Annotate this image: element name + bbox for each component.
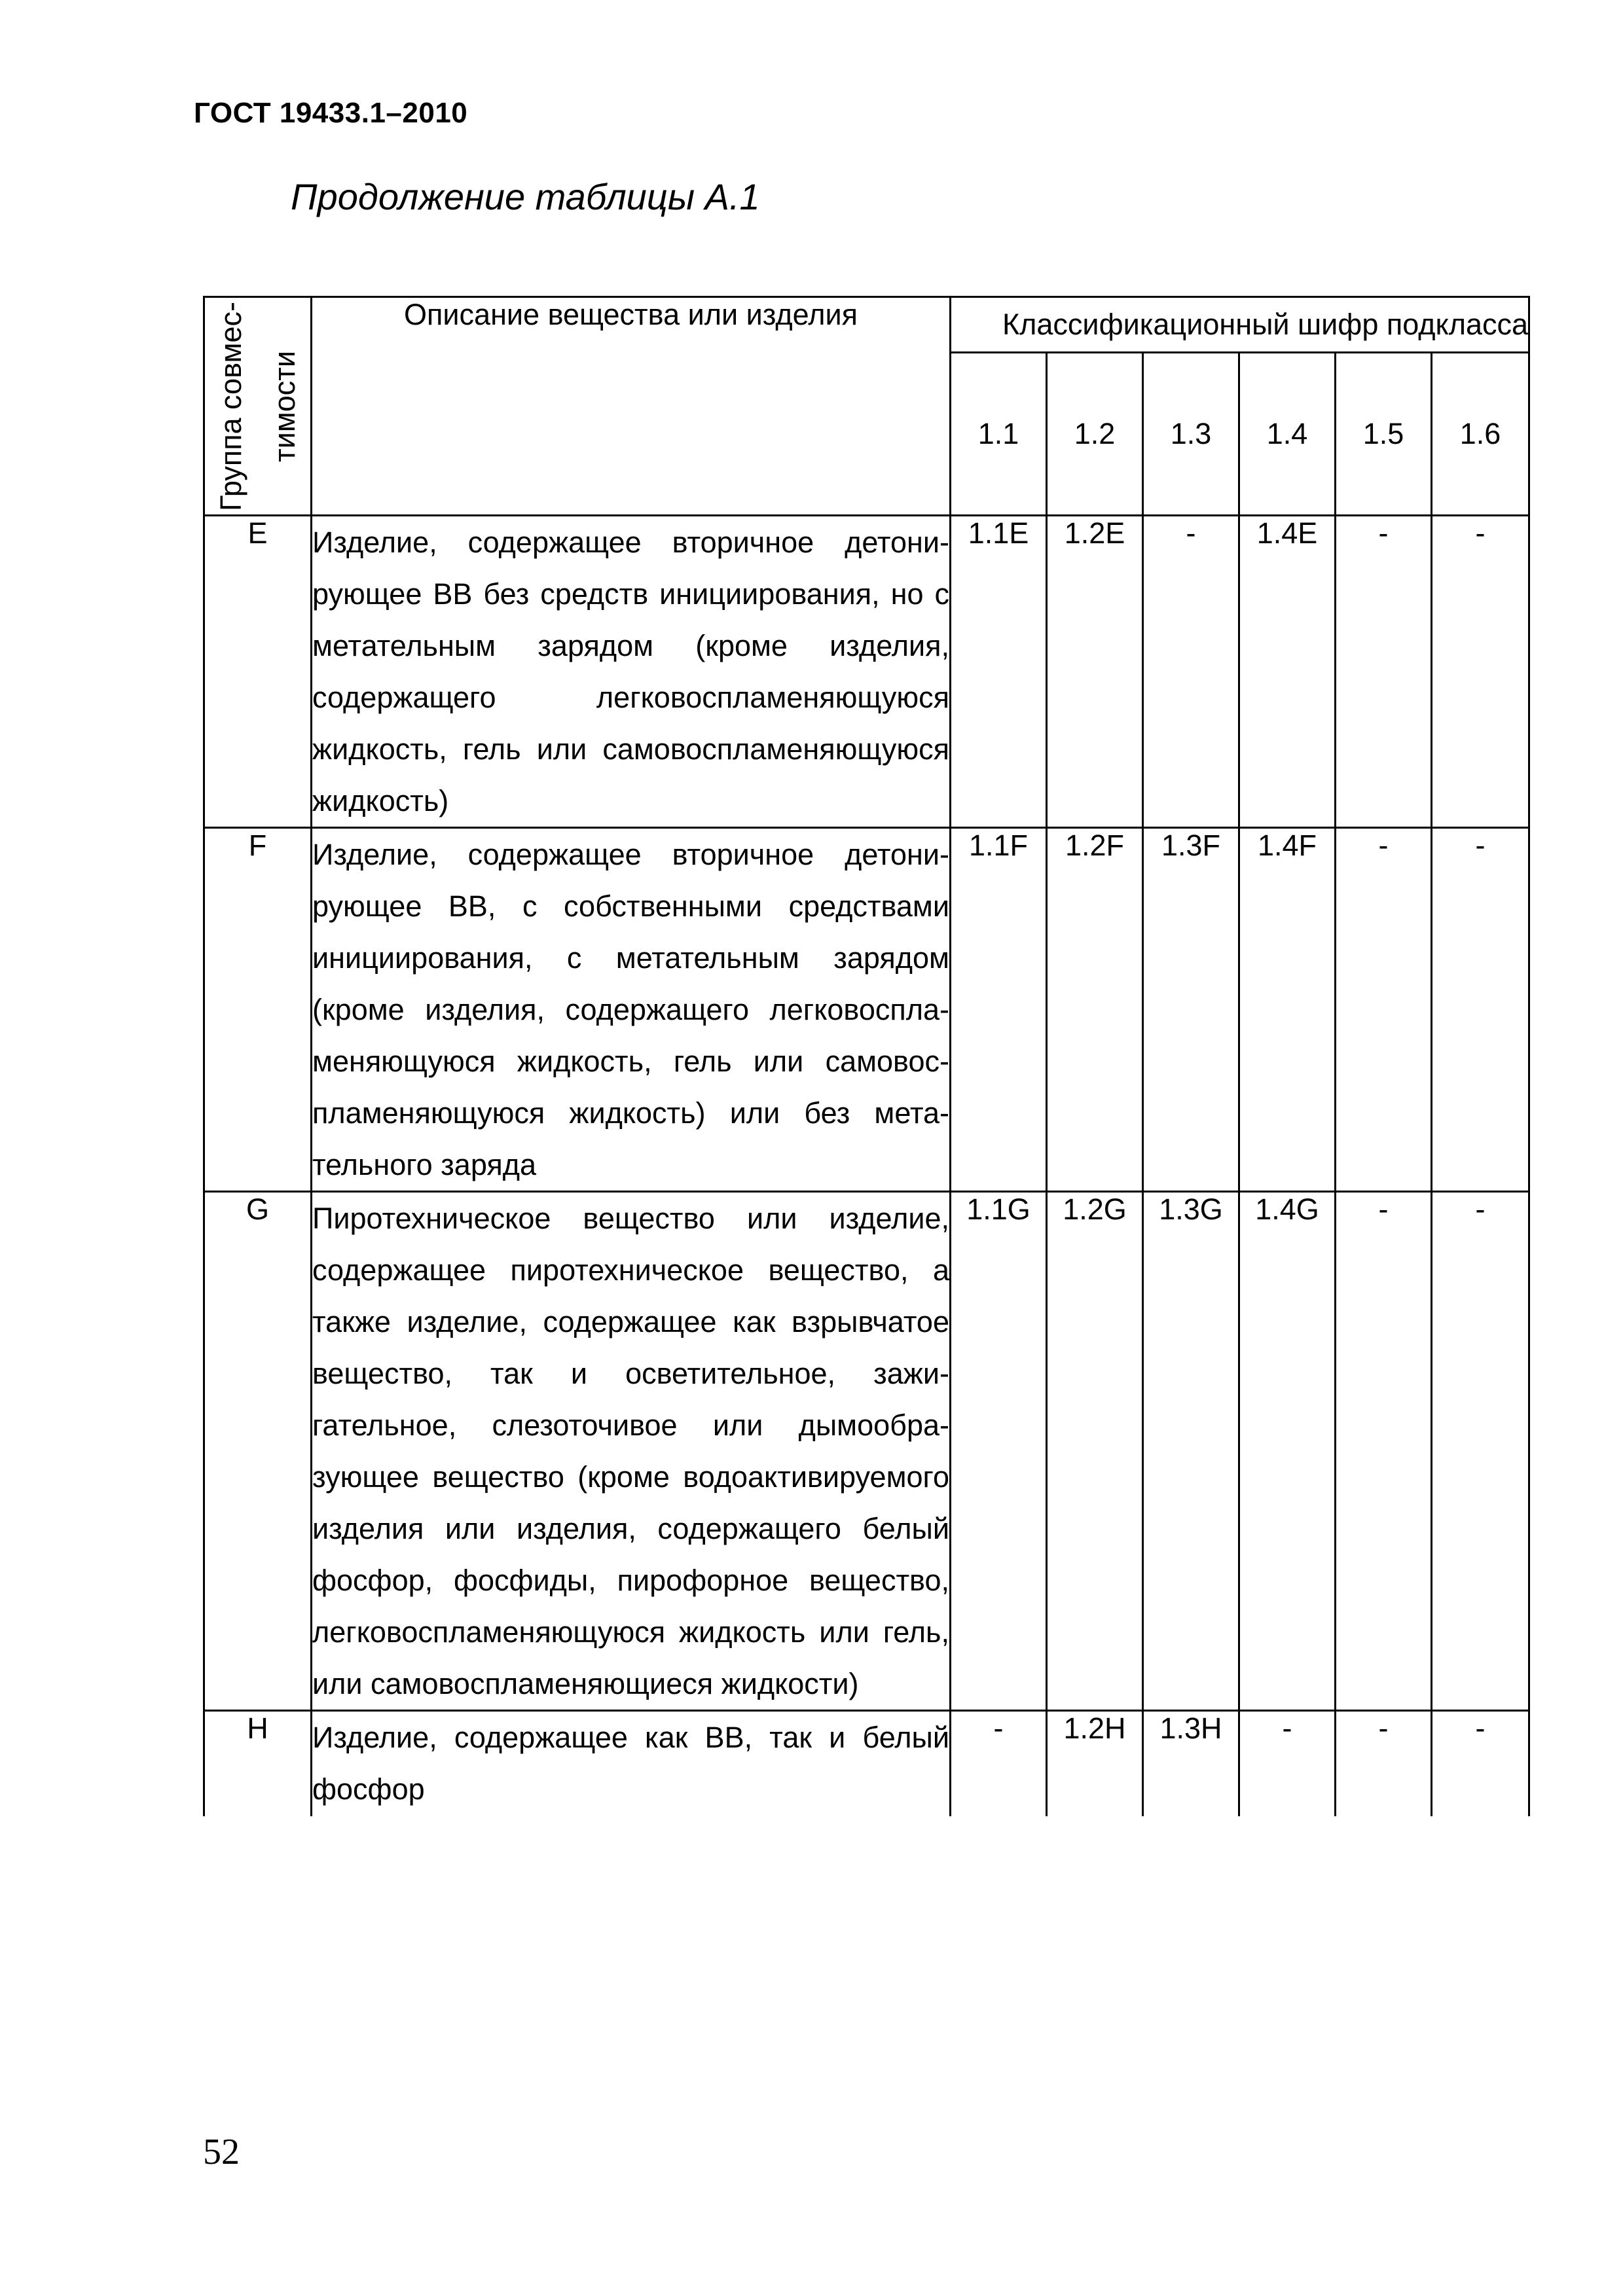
header-subclass: 1.3 (1143, 353, 1239, 516)
code-cell: 1.4E (1239, 516, 1336, 828)
document-standard-header: ГОСТ 19433.1–2010 (194, 97, 468, 129)
code-cell: - (1336, 1192, 1432, 1711)
code-cell: 1.2F (1047, 828, 1143, 1192)
description-cell: Изделие, содержащее вторичное детонирующее ВВ без средств инициирования, но с метательным зарядом (кроме изделия, содержащего легковоспламеняющуюся жидкость, гель или самовоспламеняющуюся жидкость) (312, 516, 951, 828)
code-cell: - (1432, 828, 1529, 1192)
code-cell: - (1336, 516, 1432, 828)
code-cell: 1.2G (1047, 1192, 1143, 1711)
code-cell: 1.4G (1239, 1192, 1336, 1711)
group-cell: E (204, 516, 312, 828)
table-row (204, 828, 1529, 1192)
code-cell: 1.4F (1239, 828, 1336, 1192)
code-cell: 1.2H (1047, 1711, 1143, 1817)
code-cell: - (1432, 1711, 1529, 1817)
header-description: Описание вещества или изделия (312, 297, 951, 516)
code-cell: - (1432, 516, 1529, 828)
code-cell: 1.1G (951, 1192, 1047, 1711)
header-classification-code: Классификационный шифр подкласса (951, 297, 1529, 353)
code-cell: - (1432, 1192, 1529, 1711)
code-cell: 1.2E (1047, 516, 1143, 828)
group-cell: G (204, 1192, 312, 1711)
code-cell: 1.3G (1143, 1192, 1239, 1711)
header-subclass: 1.6 (1432, 353, 1529, 516)
code-cell: 1.1F (951, 828, 1047, 1192)
code-cell: 1.3F (1143, 828, 1239, 1192)
code-cell: - (1336, 828, 1432, 1192)
code-cell: - (951, 1711, 1047, 1817)
page-number: 52 (203, 2132, 240, 2172)
code-cell: 1.1E (951, 516, 1047, 828)
group-cell: H (204, 1711, 312, 1817)
table-row (204, 1711, 1529, 1817)
code-cell: - (1239, 1711, 1336, 1817)
header-subclass: 1.4 (1239, 353, 1336, 516)
table-row (204, 516, 1529, 828)
classification-table (203, 296, 1530, 1816)
code-cell: - (1336, 1711, 1432, 1817)
table-continuation-title: Продолжение таблицы А.1 (291, 176, 760, 217)
code-cell: 1.3H (1143, 1711, 1239, 1817)
group-cell: F (204, 828, 312, 1192)
header-subclass: 1.5 (1336, 353, 1432, 516)
header-compatibility-group-label: Группа совмес-тимости (213, 301, 301, 511)
header-compatibility-group (204, 297, 312, 516)
table-row (204, 1192, 1529, 1711)
description-cell: Пиротехническое вещество или изделие, содержащее пиротехническое вещество, а также изделие, содержащее как взрывчатое вещество, так и осветительное, зажигательное, слезоточивое или дымообразующее вещество (кроме водоактивируемого изделия или изделия, содержащего белый фосфор, фосфиды, пирофорное вещество, легковоспламеняющуюся жидкость или гель, или самовоспламеняющиеся жидкости) (312, 1192, 951, 1711)
header-subclass: 1.2 (1047, 353, 1143, 516)
code-cell: - (1143, 516, 1239, 828)
description-cell: Изделие, содержащее как ВВ, так и белый фосфор (312, 1711, 951, 1817)
header-subclass: 1.1 (951, 353, 1047, 516)
description-cell: Изделие, содержащее вторичное детонирующее ВВ, с собственными средствами инициирования, с метательным зарядом (кроме изделия, содержащего легковоспламеняющуюся жидкость, гель или самовоспламеняющуюся жидкость) или без метательного заряда (312, 828, 951, 1192)
